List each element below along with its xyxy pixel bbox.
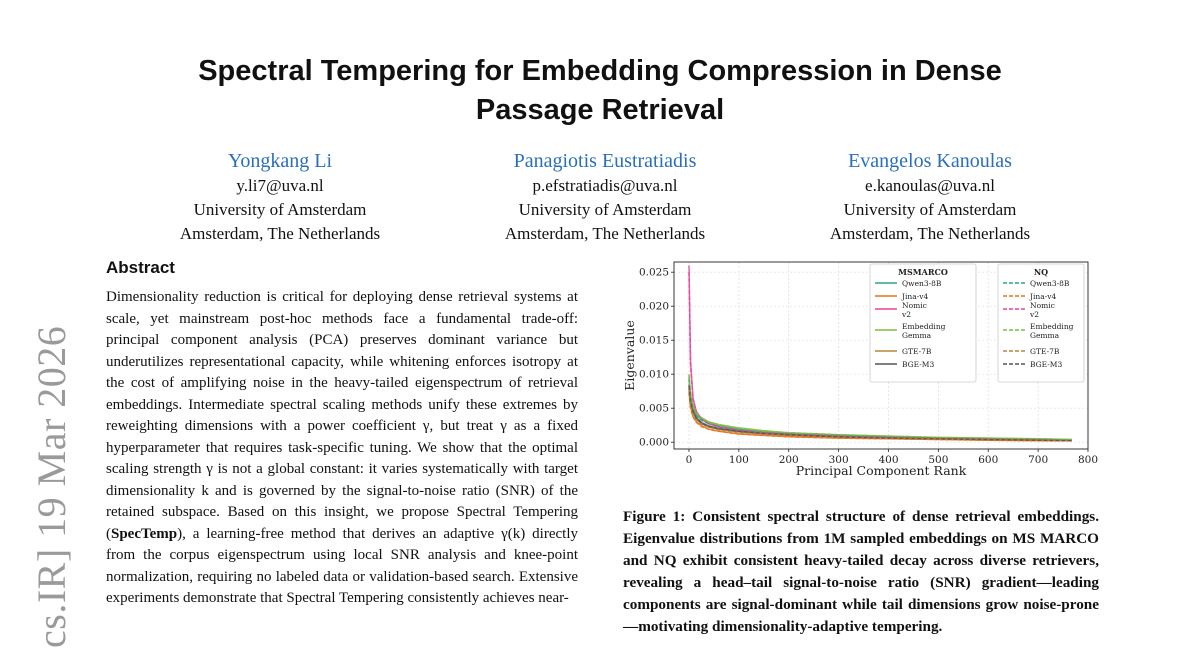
legend-label: Embedding [902,322,946,331]
y-tick-label: 0.025 [638,266,669,279]
y-tick-label: 0.005 [638,402,669,415]
paper-title-line-1: Spectral Tempering for Embedding Compression in Dense [198,55,1002,87]
x-tick-label: 800 [1077,454,1098,466]
paper-title [100,52,1100,130]
legend-label: GTE-7B [902,347,932,356]
author-location: Amsterdam, The Netherlands [179,224,381,243]
legend-label: Embedding [1030,322,1074,331]
arxiv-identifier-stamp: cs.IR] 19 Mar 2026 [29,325,74,648]
author-location: Amsterdam, The Netherlands [829,224,1031,243]
author-name[interactable]: Panagiotis Eustratiadis [513,150,697,172]
legend-label: Qwen3-8B [902,279,942,288]
y-tick-label: 0.000 [638,436,669,449]
author-affiliation: University of Amsterdam [518,200,692,219]
y-tick-label: 0.020 [638,300,669,313]
author-1 [120,148,440,246]
legend-label: Nomic [902,301,927,310]
figure-1 [622,256,1098,492]
author-block [120,148,1090,246]
author-3 [770,148,1090,246]
x-tick-label: 600 [978,454,999,466]
legend-label: Qwen3-8B [1030,279,1070,288]
author-affiliation: University of Amsterdam [843,200,1017,219]
author-affiliation: University of Amsterdam [193,200,367,219]
legend-label: Gemma [1030,331,1060,340]
x-tick-label: 400 [878,454,899,466]
legend-title: MSMARCO [898,267,948,277]
legend-label: Nomic [1030,301,1055,310]
series-line-nq-gte-7b [689,389,1072,441]
author-email: e.kanoulas@uva.nl [865,176,995,195]
x-tick-label: 200 [778,454,799,466]
x-tick-label: 500 [928,454,949,466]
x-axis-label: Principal Component Rank [795,463,967,478]
legend-label: GTE-7B [1030,347,1060,356]
legend-label: v2 [902,310,912,319]
author-email: y.li7@uva.nl [236,176,324,195]
legend-label: v2 [1030,310,1040,319]
author-location: Amsterdam, The Netherlands [504,224,706,243]
abstract-body [106,287,578,610]
figure-caption: Figure 1: Consistent spectral structure of dense retrieval embeddings. Eigenvalue distributions from 1M sampled embeddings on MS MARCO and NQ exhibit consistent heavy-tailed decay across diverse retrievers, revealing a head–tail signal-to-noise ratio (SNR) gradient—leading components are signal-dominant while tail dimensions grow noise-prone—motivating dimensionality-adaptive tempering. [623,508,1099,635]
abstract-method-name: SpecTemp [111,525,178,542]
author-2 [445,148,765,246]
legend-label: BGE-M3 [1030,360,1063,369]
abstract-text-part-1: Dimensionality reduction is critical for deploying dense retrieval systems at scale, yet mainstream post-hoc methods face a fundamental trade-off: principal component analysis (PCA) preserves dominant variance but underutilizes representational capacity, while whitening enforces isotropy at the cost of amplifying noise in the heavy-tailed eigenspectrum of retrieval embeddings. Intermediate spectral scaling methods unify these extremes by reweighting dimensions with a power coefficient γ, but treat γ as a fixed hyperparameter that requires task-specific tuning. We show that the optimal scaling strength γ is not a global constant: it varies systematically with target dimensionality k and is governed by the signal-to-noise ratio (SNR) of the retained subspace. Based on this insight, we propose Spectral Tempering ( [106,289,578,542]
legend-label: Jina-v4 [1030,292,1057,301]
series-line-nq-bge-m3 [689,386,1072,441]
series-line-nq-embedding-gemma [689,376,1072,440]
legend-title: NQ [1033,267,1049,277]
author-email: p.efstratiadis@uva.nl [532,176,678,195]
abstract-text-part-2: ), a learning-free method that derives an adaptive γ(k) directly from the corpus eigenspectrum using local SNR analysis and knee-point normalization, requiring no labeled data or validation-based search. Extensive experiments demonstrate that Spectral Tempering consistently achieves near- [106,525,578,606]
y-axis-label: Eigenvalue [622,320,637,391]
author-name[interactable]: Yongkang Li [227,150,333,172]
x-tick-label: 300 [828,454,849,466]
author-name[interactable]: Evangelos Kanoulas [848,150,1012,172]
x-tick-label: 0 [685,454,693,466]
series-line-nq-qwen3-8b [689,380,1072,441]
y-tick-label: 0.010 [638,368,669,381]
x-tick-label: 100 [728,454,749,466]
legend-label: BGE-M3 [902,360,935,369]
legend-label: Gemma [902,331,932,340]
x-tick-label: 700 [1028,454,1049,466]
eigenvalue-chart [622,256,1098,492]
paper-title-line-2: Passage Retrieval [475,94,725,126]
legend-label: Jina-v4 [902,292,929,301]
y-tick-label: 0.015 [638,334,669,347]
abstract-heading: Abstract [106,258,175,277]
